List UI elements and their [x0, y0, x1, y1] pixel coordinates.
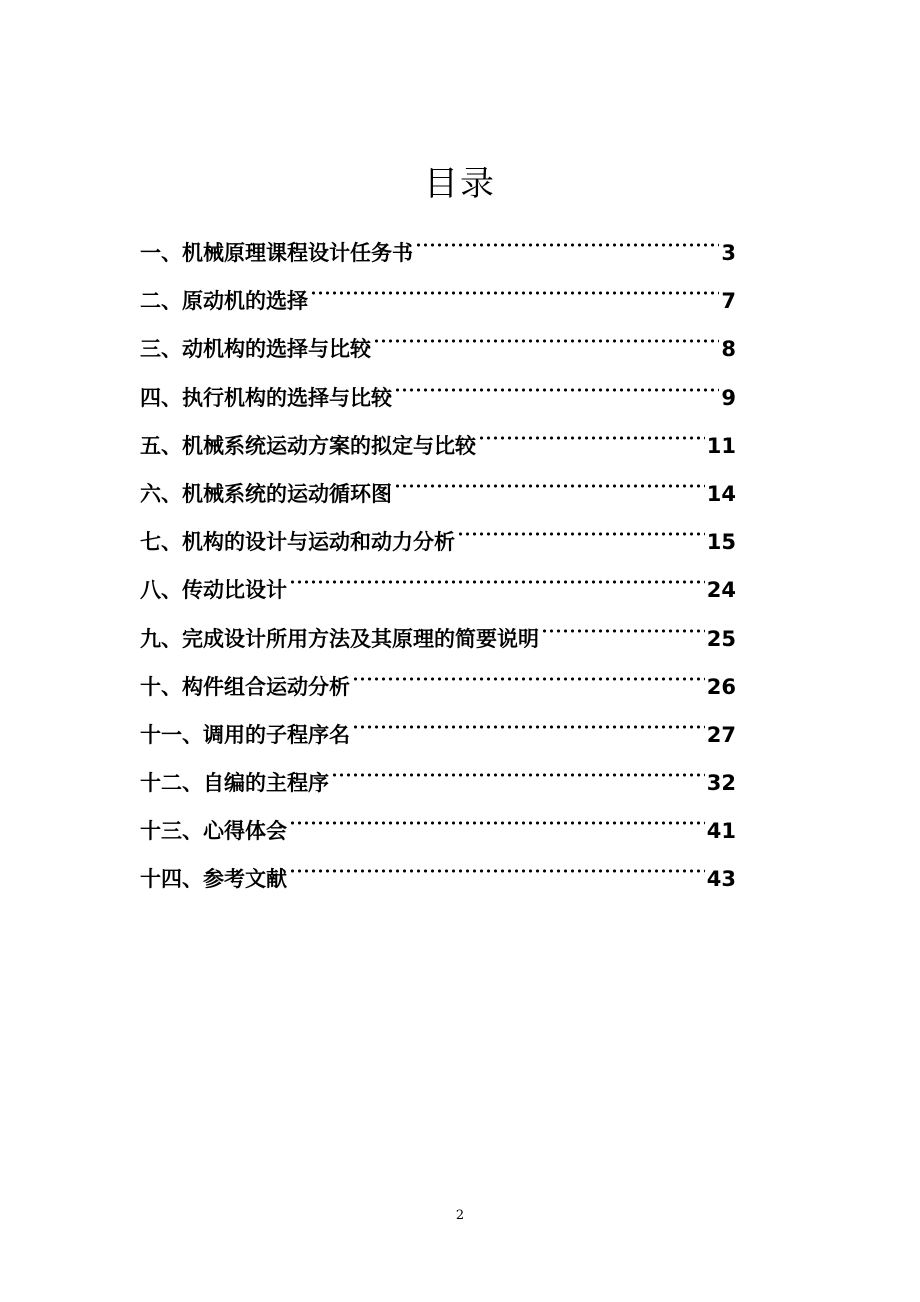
- dot-leader: [289, 790, 705, 838]
- dot-leader: [331, 742, 705, 790]
- dot-leader: [289, 838, 705, 886]
- toc-entry-label: 二、原动机的选择: [140, 289, 308, 314]
- toc-entry-label: 九、完成设计所用方法及其原理的简要说明: [140, 626, 539, 651]
- toc-entry-page: 7: [721, 289, 736, 314]
- toc-entry-page: 24: [706, 578, 736, 603]
- dot-leader: [478, 405, 705, 453]
- dot-leader: [541, 598, 705, 646]
- toc-entry-page: 26: [706, 674, 736, 699]
- toc-entry-label: 一、机械原理课程设计任务书: [140, 241, 413, 265]
- toc-entry-page: 9: [721, 385, 736, 410]
- dot-leader: [352, 646, 705, 694]
- dot-leader: [394, 453, 705, 501]
- toc-entry-page: 8: [721, 337, 736, 362]
- dot-leader: [352, 694, 705, 742]
- dot-leader: [289, 549, 705, 597]
- toc-entry-label: 八、传动比设计: [140, 578, 287, 603]
- toc-entry-label: 七、机构的设计与运动和动力分析: [140, 530, 455, 555]
- toc-entry-page: 27: [706, 722, 736, 747]
- dot-leader: [310, 260, 719, 308]
- toc-entry-label: 三、动机构的选择与比较: [140, 337, 371, 362]
- dot-leader: [394, 357, 719, 405]
- dot-leader: [373, 308, 719, 356]
- toc-entry-page: 14: [706, 481, 736, 506]
- toc-entry-label: 十、构件组合运动分析: [140, 674, 350, 699]
- table-of-contents: [140, 212, 736, 892]
- toc-entry-page: 32: [706, 771, 736, 796]
- dot-leader: [415, 212, 719, 260]
- toc-entry-label: 四、执行机构的选择与比较: [140, 385, 392, 410]
- toc-entry-page: 25: [706, 626, 736, 651]
- toc-entry-page: 15: [706, 530, 736, 555]
- toc-entry-label: 十一、调用的子程序名: [140, 722, 350, 747]
- toc-entry-page: 43: [706, 867, 736, 892]
- toc-entry-label: 六、机械系统的运动循环图: [140, 481, 392, 506]
- toc-entry-page: 3: [721, 241, 736, 265]
- dot-leader: [457, 501, 705, 549]
- toc-entry-label: 十三、心得体会: [140, 819, 287, 844]
- page-number: 2: [455, 1208, 465, 1223]
- toc-entry-label: 十二、自编的主程序: [140, 771, 329, 796]
- toc-title: 目录: [424, 164, 496, 204]
- toc-entry-label: 五、机械系统运动方案的拟定与比较: [140, 433, 476, 458]
- toc-entry-page: 41: [706, 819, 736, 844]
- toc-entry[interactable]: [140, 212, 736, 265]
- toc-entry-label: 十四、参考文献: [140, 867, 287, 892]
- toc-entry-page: 11: [706, 433, 736, 458]
